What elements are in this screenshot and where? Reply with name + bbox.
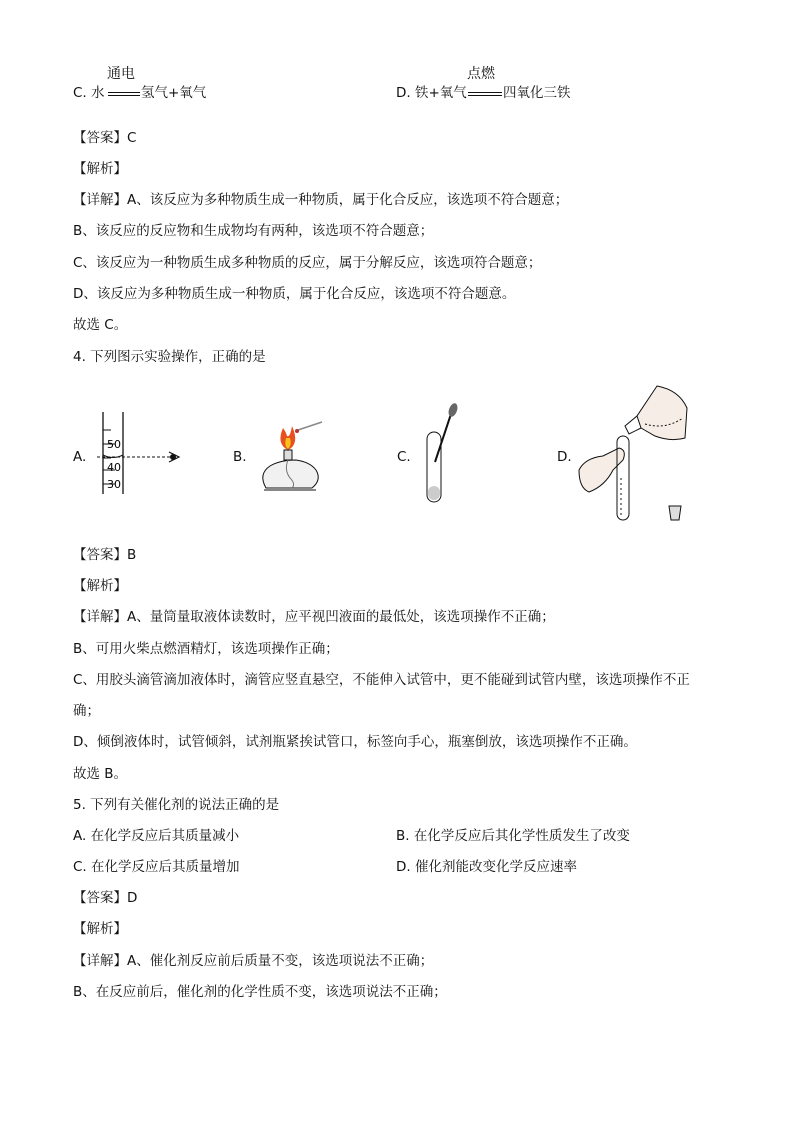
q3-option-c xyxy=(73,84,105,102)
q3-detail-line: B、该反应的反应物和生成物均有两种，该选项不符合题意； xyxy=(73,223,434,239)
q5-detail-line: B、在反应前后，催化剂的化学性质不变，该选项说法不正确； xyxy=(73,984,447,1000)
q4-option-b-label: B. xyxy=(233,449,247,465)
q4-graduated-cylinder-figure xyxy=(95,408,195,498)
q5-option-c: C. 在化学反应后其质量增加 xyxy=(73,859,240,875)
q3-answer: 【答案】C xyxy=(73,130,137,146)
q4-detail-line: B、可用火柴点燃酒精灯，该选项操作正确； xyxy=(73,641,339,657)
q3-option-d-products: 四氧化三铁 xyxy=(503,85,571,101)
q3-conclusion: 故选 C。 xyxy=(73,317,128,333)
reaction-arrow-bar xyxy=(468,95,502,96)
q3-detail-line: D、该反应为多种物质生成一种物质，属于化合反应，该选项不符合题意。 xyxy=(73,286,516,302)
q5-answer: 【答案】D xyxy=(73,890,138,906)
reaction-arrow-bar xyxy=(108,92,140,93)
cylinder-tick-50: 50 xyxy=(107,438,121,451)
q4-option-c-label: C. xyxy=(397,449,411,465)
q3-option-d xyxy=(396,84,467,102)
q4-dropper-figure xyxy=(415,402,475,512)
q4-detail-line: 【详解】A、量筒量取液体读数时，应平视凹液面的最低处，该选项操作不正确； xyxy=(73,609,555,625)
q4-question: 4. 下列图示实验操作，正确的是 xyxy=(73,349,266,365)
q5-option-b: B. 在化学反应后其化学性质发生了改变 xyxy=(396,828,630,844)
q3-detail-line: 【详解】A、该反应为多种物质生成一种物质，属于化合反应，该选项不符合题意； xyxy=(73,192,569,208)
q5-question: 5. 下列有关催化剂的说法正确的是 xyxy=(73,797,280,813)
cylinder-tick-30: 30 xyxy=(107,478,121,491)
q3-option-c-products: 氢气+氧气 xyxy=(141,85,207,101)
q4-detail-line: D、倾倒液体时，试管倾斜，试剂瓶紧挨试管口，标签向手心，瓶塞倒放，该选项操作不正确。 xyxy=(73,734,637,750)
q3-option-d-condition: 点燃 xyxy=(467,66,495,82)
q4-analysis-heading: 【解析】 xyxy=(73,578,127,594)
q4-option-a-label: A. xyxy=(73,449,87,465)
q5-option-d: D. 催化剂能改变化学反应速率 xyxy=(396,859,577,875)
q4-pouring-figure xyxy=(575,378,705,526)
q4-alcohol-lamp-figure xyxy=(250,408,340,498)
q3-analysis-heading: 【解析】 xyxy=(73,161,127,177)
reaction-arrow-bar xyxy=(108,95,140,96)
q3-option-d-label: D. 铁+氧气 xyxy=(396,85,467,101)
reaction-arrow-bar xyxy=(468,92,502,93)
q5-analysis-heading: 【解析】 xyxy=(73,921,127,937)
q4-option-d-label: D. xyxy=(557,449,572,465)
q5-option-a: A. 在化学反应后其质量减小 xyxy=(73,828,240,844)
q4-detail-line: C、用胶头滴管滴加液体时，滴管应竖直悬空，不能伸入试管中，更不能碰到试管内壁，该选项操作不正 xyxy=(73,672,690,688)
q4-conclusion: 故选 B。 xyxy=(73,766,128,782)
cylinder-tick-40: 40 xyxy=(107,461,121,474)
q4-answer: 【答案】B xyxy=(73,547,137,563)
q3-option-c-label: C. 水 xyxy=(73,85,105,101)
q3-detail-line: C、该反应为一种物质生成多种物质的反应，属于分解反应，该选项符合题意； xyxy=(73,255,542,271)
q3-option-c-condition: 通电 xyxy=(107,66,135,82)
q4-detail-line: 确； xyxy=(73,703,100,719)
q5-detail-line: 【详解】A、催化剂反应前后质量不变，该选项说法不正确； xyxy=(73,953,434,969)
